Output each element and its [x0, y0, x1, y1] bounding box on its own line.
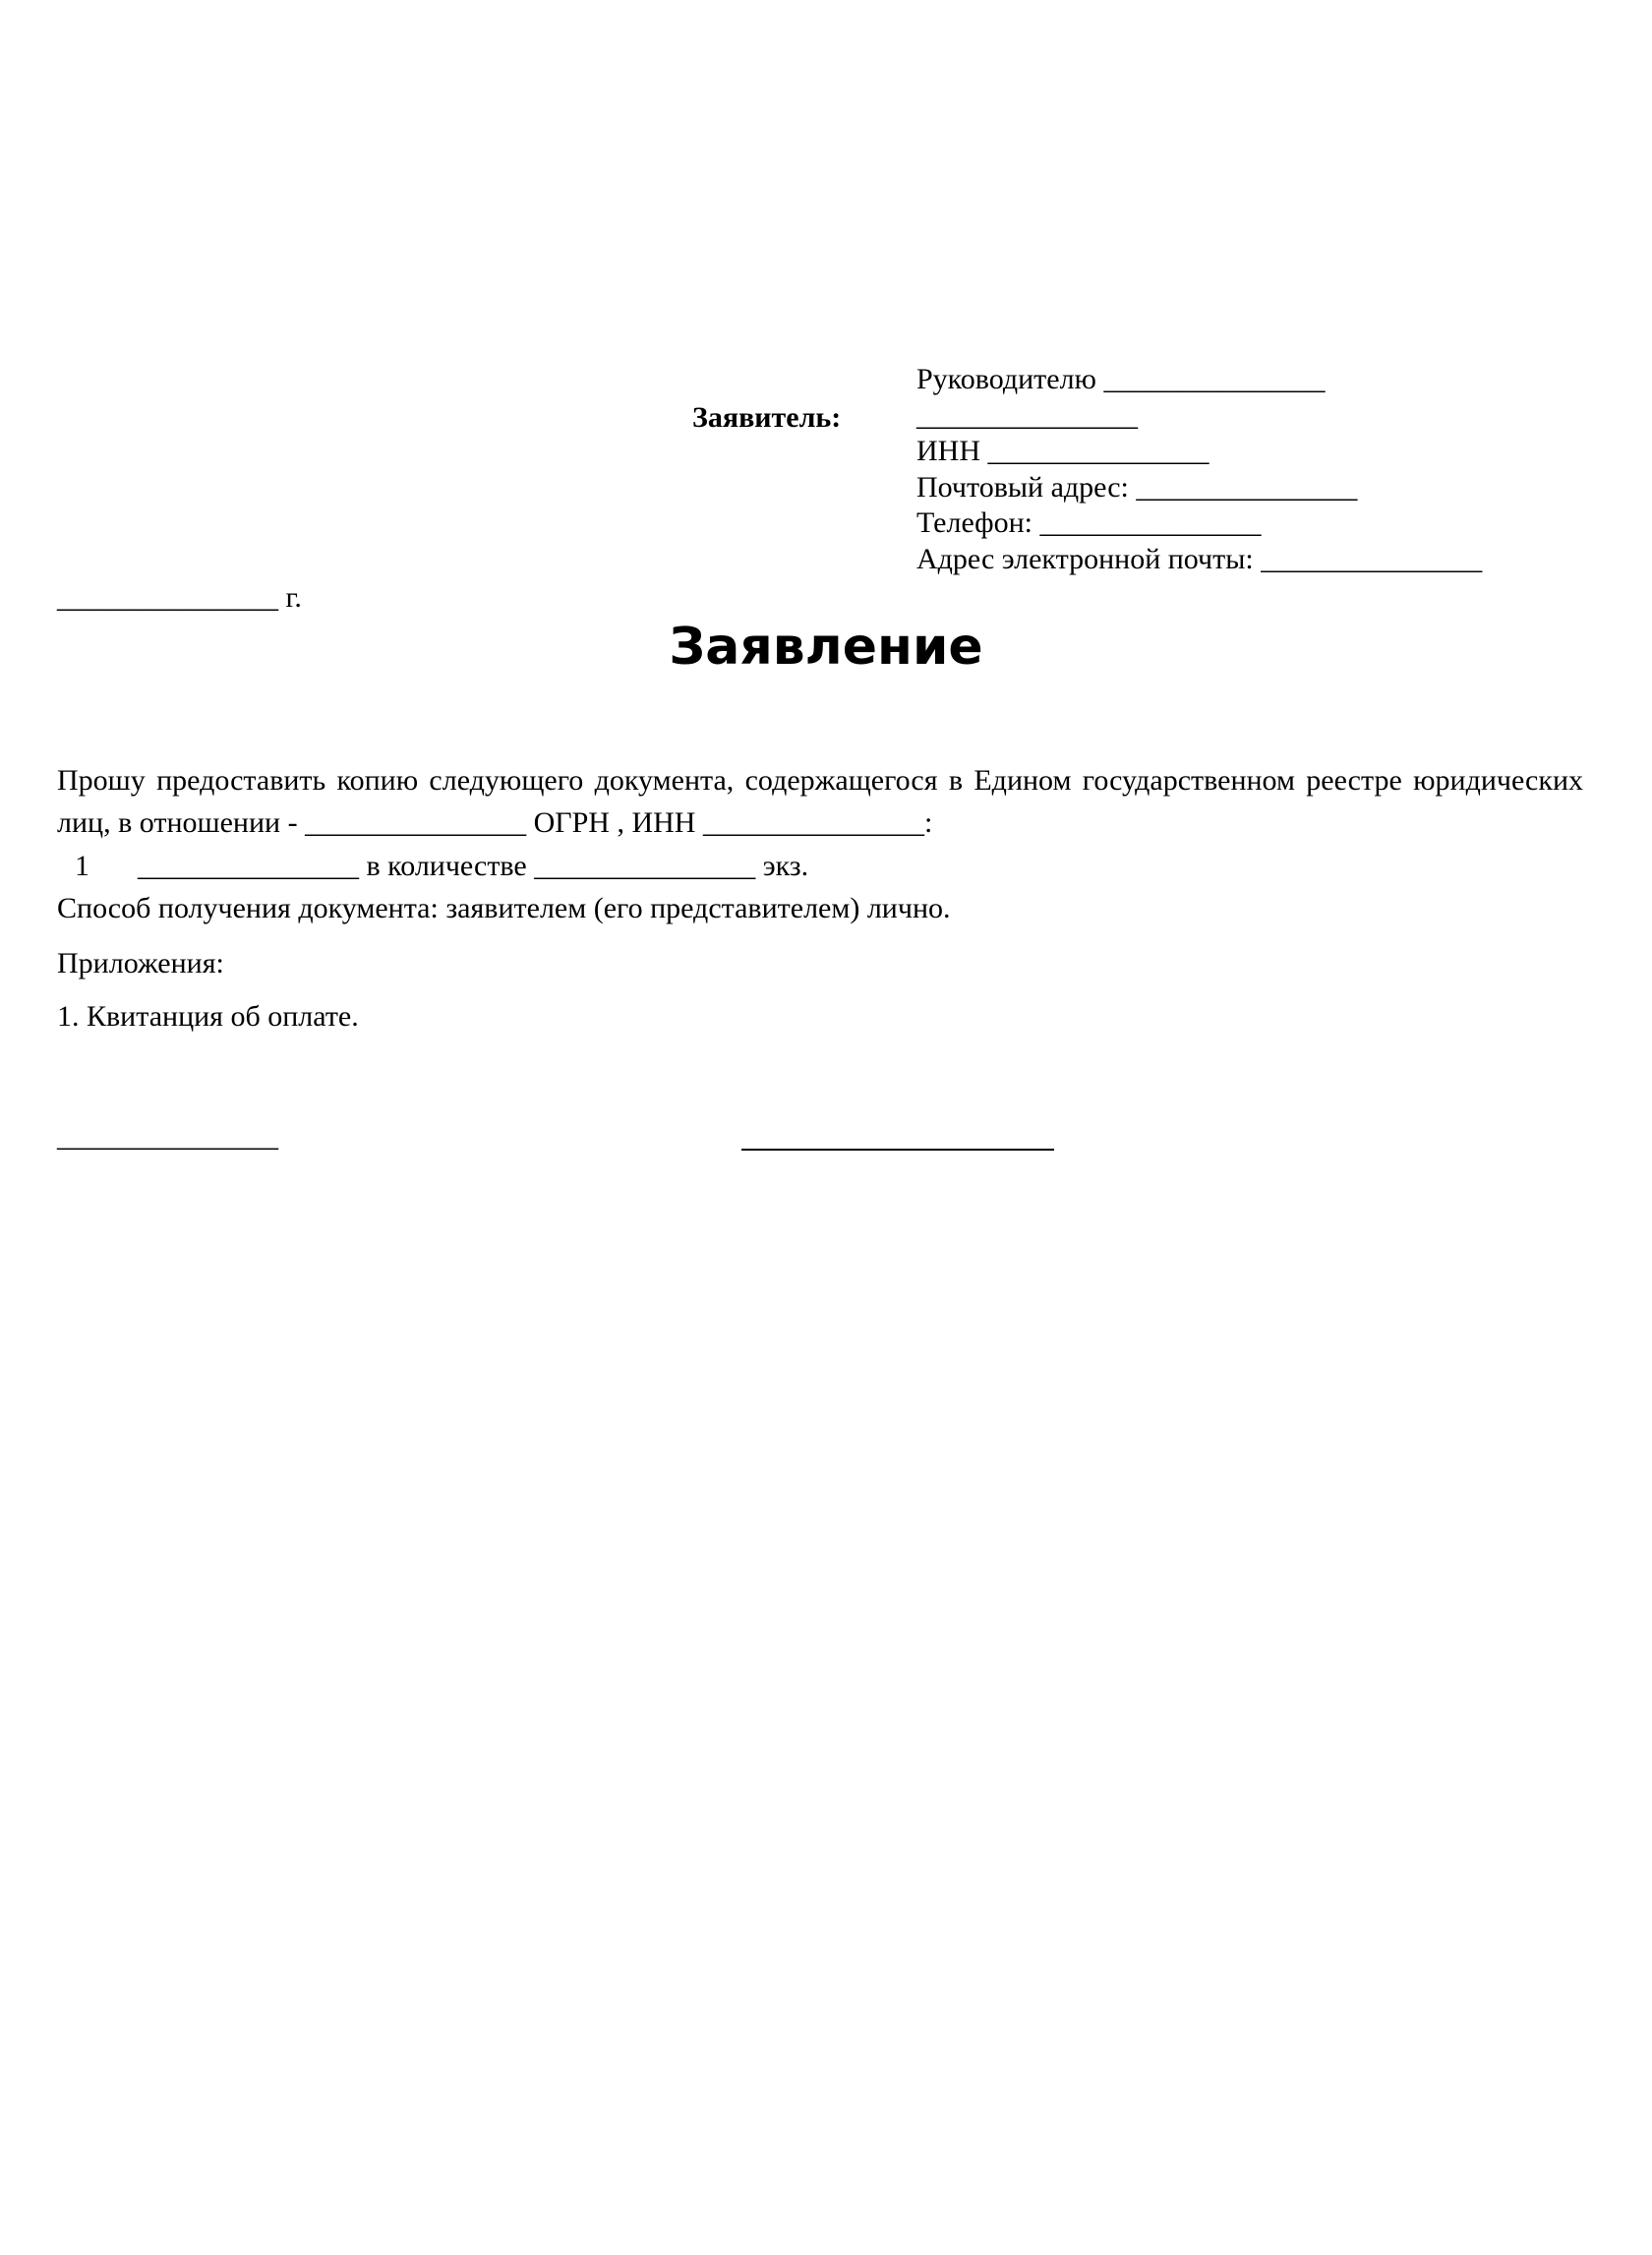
postal-address-line: Почтовый адрес: _______________ — [916, 470, 1358, 504]
head-line: Руководителю _______________ — [916, 363, 1326, 395]
date-line: _______________ г. — [57, 581, 302, 614]
signature-line — [741, 1149, 1054, 1151]
attachment-item: 1. Квитанция об оплате. — [57, 1000, 359, 1033]
phone-line: Телефон: _______________ — [916, 506, 1262, 540]
email-line: Адрес электронной почты: _______________ — [916, 542, 1483, 575]
list-item — [57, 844, 1583, 889]
request-paragraph: Прошу предоставить копию следующего документа, содержащегося в Едином государственном реестре юридических лиц, в отношении - _______________ ОГРН , ИНН _______________: — [57, 764, 1583, 839]
addressee-block — [916, 362, 1482, 578]
document-title: Заявление — [669, 618, 983, 677]
signature-left-blank: _______________ — [57, 1120, 278, 1153]
item-text: _______________ в количестве _______________ экз. — [138, 850, 809, 882]
document-body — [57, 759, 1583, 1038]
head-name-line: _______________ — [916, 398, 1138, 432]
receipt-method: Способ получения документа: заявителем (его представителем) лично. — [57, 892, 951, 924]
attachments-title: Приложения: — [57, 947, 224, 979]
applicant-label: Заявитель: — [692, 401, 842, 434]
inn-line: ИНН _______________ — [916, 435, 1210, 468]
item-number: 1 — [75, 850, 89, 882]
